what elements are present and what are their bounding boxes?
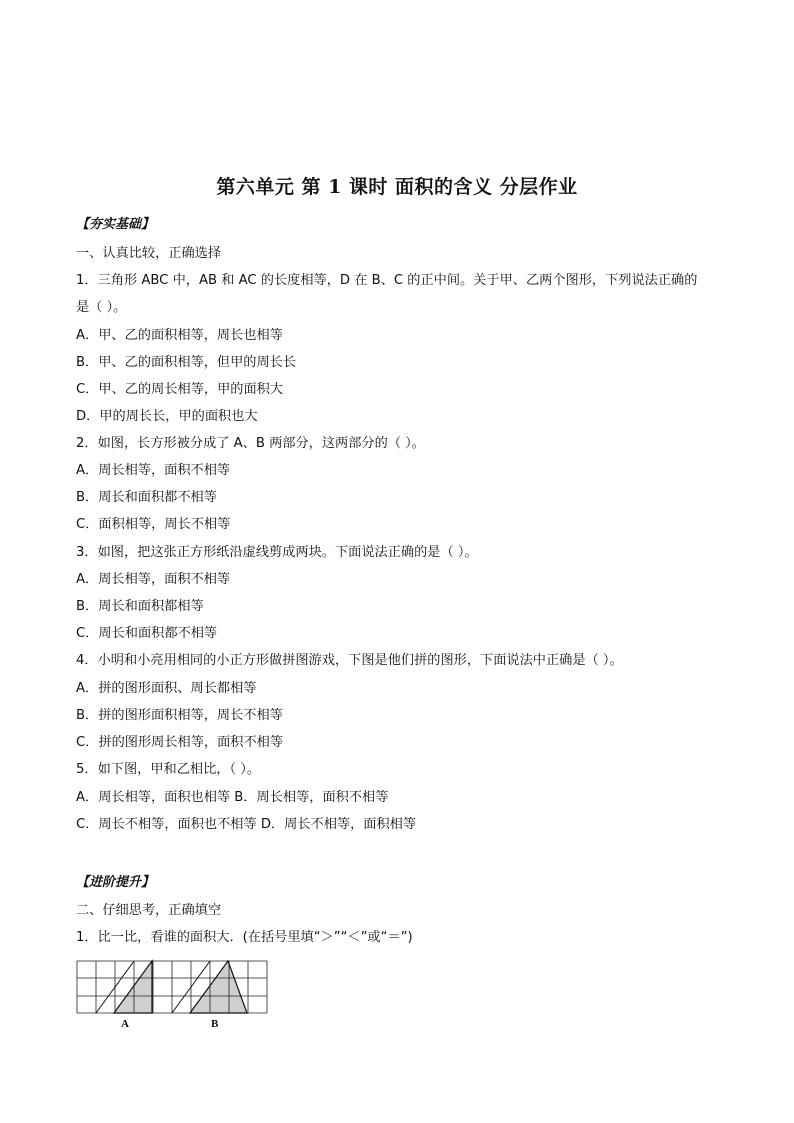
question-1-option-d: D．甲的周长长，甲的面积也大	[76, 409, 258, 424]
question-1-line-1: 1．三角形 ABC 中，AB 和 AC 的长度相等，D 在 B、C 的正中间。关于甲、乙两个图形，下列说法正确的	[76, 273, 698, 288]
question-2-option-a: A．周长相等，面积不相等	[76, 463, 231, 478]
figure-label-b: B	[211, 1018, 219, 1030]
question-4-text: 4．小明和小亮用相同的小正方形做拼图游戏，下图是他们拼的图形，下面说法中正确是（ ）。	[76, 653, 623, 668]
question-3-option-a: A．周长相等，面积不相等	[76, 572, 231, 587]
shape-b-fill	[190, 961, 247, 1013]
question-4-option-c: C．拼的图形周长相等，面积不相等	[76, 735, 284, 750]
question-5-options-cd: C．周长不相等，面积也不相等 D．周长不相等，面积相等	[76, 817, 417, 832]
section-header-basics: 【夯实基础】	[76, 217, 155, 232]
question-2-option-b: B．周长和面积都不相等	[76, 490, 217, 505]
question-3-text: 3．如图，把这张正方形纸沿虚线剪成两块。下面说法正确的是（ ）。	[76, 545, 478, 560]
section-header-advanced: 【进阶提升】	[76, 875, 155, 890]
section-subheading-choice: 一、认真比较，正确选择	[76, 246, 222, 261]
question-1-option-b: B．甲、乙的面积相等，但甲的周长长	[76, 355, 297, 370]
question-4-option-a: A．拼的图形面积、周长都相等	[76, 681, 257, 696]
grid-figure-svg	[76, 957, 276, 1037]
question-2-option-c: C．面积相等，周长不相等	[76, 517, 231, 532]
question-3-option-c: C．周长和面积都不相等	[76, 626, 218, 641]
question-1-option-a: A．甲、乙的面积相等，周长也相等	[76, 328, 283, 343]
question-5-options-ab: A．周长相等，面积也相等 B．周长相等，面积不相等	[76, 790, 389, 805]
page-title: 第六单元 第 1 课时 面积的含义 分层作业	[216, 176, 578, 198]
question-1-option-c: C．甲、乙的周长相等，甲的面积大	[76, 382, 284, 397]
grid-figure	[76, 957, 276, 1041]
question-2-text: 2．如图，长方形被分成了 A、B 两部分，这两部分的（ ）。	[76, 436, 425, 451]
section-subheading-fill: 二、仔细思考，正确填空	[76, 903, 222, 918]
question-4-option-b: B．拼的图形面积相等，周长不相等	[76, 708, 283, 723]
question-5-text: 5．如下图，甲和乙相比，（ ）。	[76, 762, 261, 777]
question-3-option-b: B．周长和面积都相等	[76, 599, 204, 614]
question-1-line-2: 是（ ）。	[76, 300, 127, 315]
section-2-question-1: 1．比一比，看谁的面积大．(在括号里填“＞”“＜”或“＝”)	[76, 930, 413, 945]
figure-label-a: A	[121, 1018, 129, 1030]
